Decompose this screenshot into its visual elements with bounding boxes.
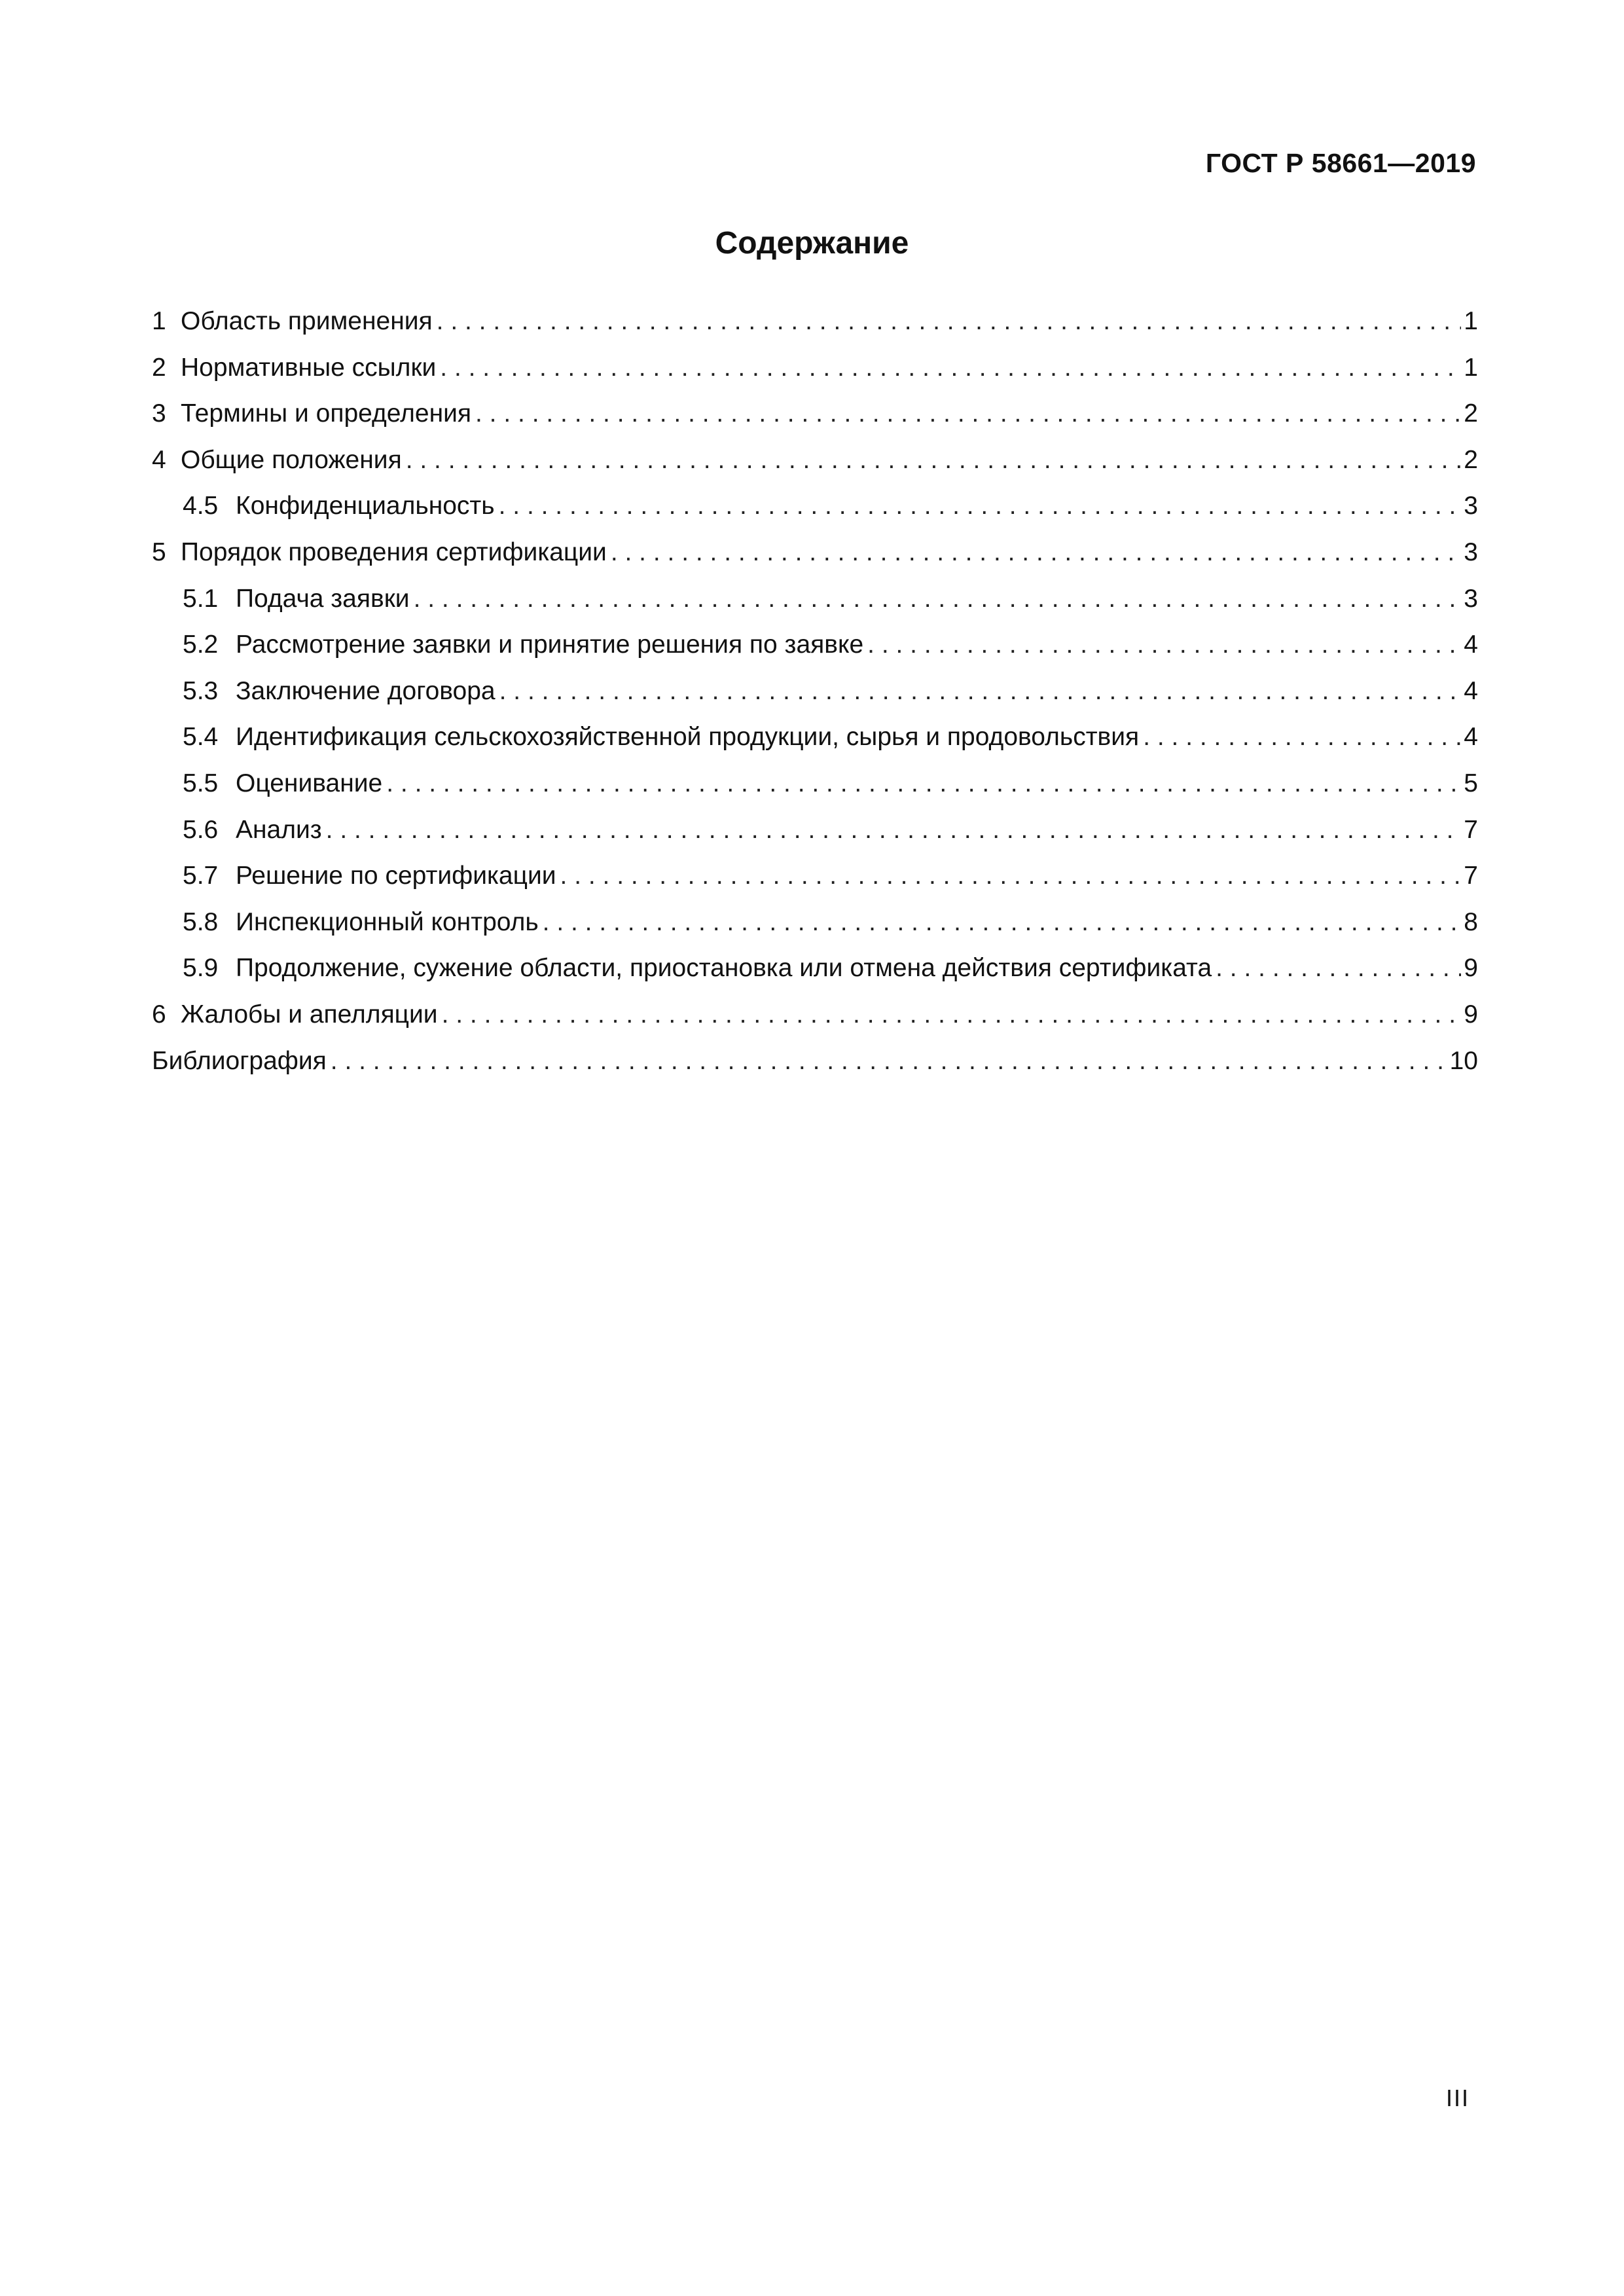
toc-entry-number: 6 — [152, 1000, 166, 1029]
toc-title: Содержание — [715, 226, 909, 261]
toc-entry[interactable] — [152, 1045, 1478, 1091]
toc-dot-leader — [1216, 952, 1461, 985]
toc-entry-number: 5 — [152, 538, 166, 566]
toc-dot-leader — [560, 860, 1462, 892]
toc-entry[interactable] — [152, 721, 1478, 767]
toc-entry[interactable] — [152, 583, 1478, 629]
toc-entry-page: 4 — [1464, 676, 1478, 705]
toc-entry-number: 5.8 — [183, 907, 219, 936]
toc-entry-number: 5.4 — [183, 723, 219, 752]
toc-entry[interactable] — [152, 629, 1478, 675]
toc-dot-leader — [611, 536, 1461, 569]
document-code: ГОСТ Р 58661—2019 — [1205, 148, 1476, 178]
toc-entry-title: Нормативные ссылки — [181, 353, 437, 382]
toc-dot-leader — [442, 998, 1462, 1031]
toc-entry-number: 5.6 — [183, 815, 219, 844]
toc-entry-title: Решение по сертификации — [236, 862, 556, 890]
toc-entry-number: 5.5 — [183, 769, 219, 797]
toc-entry-number: 2 — [152, 353, 166, 382]
toc-entry-number: 5.3 — [183, 676, 219, 705]
toc-dot-leader — [414, 583, 1462, 615]
toc-entry[interactable] — [152, 952, 1478, 998]
toc-entry[interactable] — [152, 767, 1478, 814]
toc-entry-page: 5 — [1464, 769, 1478, 797]
toc-entry[interactable] — [152, 998, 1478, 1045]
toc-entry[interactable] — [152, 397, 1478, 444]
toc-entry-title: Общие положения — [181, 445, 402, 474]
toc-entry-number: 5.9 — [183, 954, 219, 983]
table-of-contents — [152, 305, 1478, 1091]
toc-entry-title: Подача заявки — [236, 584, 410, 613]
toc-entry-number: 1 — [152, 307, 166, 335]
toc-entry-title: Продолжение, сужение области, приостановка или отмена действия сертификата — [236, 954, 1212, 983]
toc-entry[interactable] — [152, 814, 1478, 860]
toc-entry-page: 9 — [1464, 954, 1478, 983]
toc-entry-page: 1 — [1464, 353, 1478, 382]
toc-entry[interactable] — [152, 352, 1478, 398]
toc-dot-leader — [543, 906, 1462, 939]
toc-dot-leader — [386, 767, 1461, 800]
toc-entry[interactable] — [152, 906, 1478, 953]
toc-entry-title: Область применения — [181, 307, 433, 335]
toc-entry-title: Заключение договора — [236, 676, 496, 705]
toc-entry-page: 3 — [1464, 492, 1478, 520]
toc-dot-leader — [499, 490, 1462, 522]
toc-entry-title: Рассмотрение заявки и принятие решения по заявке — [236, 630, 864, 659]
toc-entry-page: 8 — [1464, 907, 1478, 936]
toc-entry-page: 1 — [1464, 307, 1478, 335]
toc-dot-leader — [499, 675, 1462, 708]
toc-entry-title: Порядок проведения сертификации — [181, 538, 607, 566]
toc-entry-page: 4 — [1464, 630, 1478, 659]
toc-entry-number: 4.5 — [183, 492, 219, 520]
toc-entry-page: 10 — [1449, 1046, 1478, 1075]
toc-entry-page: 9 — [1464, 1000, 1478, 1029]
toc-entry-number: 3 — [152, 399, 166, 428]
toc-dot-leader — [1143, 721, 1461, 754]
toc-dot-leader — [326, 814, 1462, 847]
toc-entry[interactable] — [152, 675, 1478, 721]
toc-entry-number: 4 — [152, 445, 166, 474]
toc-entry[interactable] — [152, 536, 1478, 583]
toc-entry-number: 5.2 — [183, 630, 219, 659]
toc-dot-leader — [331, 1045, 1447, 1078]
toc-entry[interactable] — [152, 490, 1478, 536]
toc-dot-leader — [475, 397, 1461, 430]
toc-entry-title: Жалобы и апелляции — [181, 1000, 438, 1029]
toc-entry-title: Термины и определения — [181, 399, 472, 428]
toc-entry-number: 5.7 — [183, 862, 219, 890]
toc-dot-leader — [867, 629, 1461, 661]
toc-entry-page: 3 — [1464, 538, 1478, 566]
toc-entry[interactable] — [152, 305, 1478, 352]
toc-entry-page: 4 — [1464, 723, 1478, 752]
toc-entry-page: 7 — [1464, 815, 1478, 844]
toc-entry-title: Инспекционный контроль — [236, 907, 539, 936]
toc-entry-title: Конфиденциальность — [236, 492, 495, 520]
toc-entry-title: Оценивание — [236, 769, 383, 797]
toc-entry-title: Анализ — [236, 815, 322, 844]
page-number: III — [1445, 2085, 1470, 2111]
toc-entry-number: 5.1 — [183, 584, 219, 613]
toc-dot-leader — [437, 305, 1462, 338]
toc-entry[interactable] — [152, 860, 1478, 906]
toc-entry-page: 3 — [1464, 584, 1478, 613]
toc-entry-title: Библиография — [152, 1046, 327, 1075]
toc-entry[interactable] — [152, 444, 1478, 490]
toc-dot-leader — [440, 352, 1461, 384]
toc-entry-title: Идентификация сельскохозяйственной продукции, сырья и продовольствия — [236, 723, 1140, 752]
toc-entry-page: 2 — [1464, 399, 1478, 428]
toc-dot-leader — [406, 444, 1462, 477]
toc-entry-page: 2 — [1464, 445, 1478, 474]
toc-entry-page: 7 — [1464, 862, 1478, 890]
